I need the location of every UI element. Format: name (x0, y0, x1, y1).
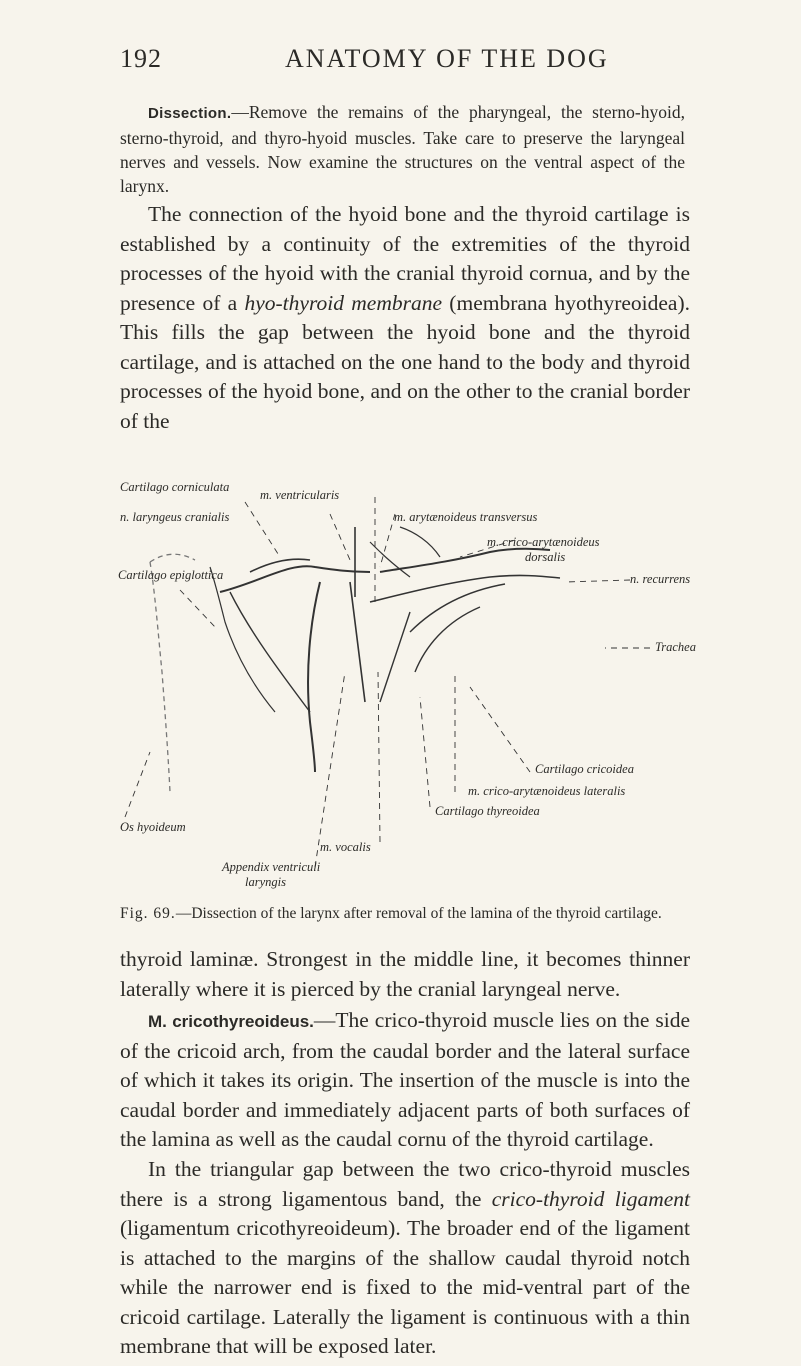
thyroid-outline-left (230, 592, 310, 712)
running-title: ANATOMY OF THE DOG (285, 44, 609, 73)
label-appendix-ventriculi-2: laryngis (245, 875, 286, 889)
crico-arytaenoideus-dorsalis (400, 527, 440, 557)
larynx-figure (110, 472, 710, 897)
ventricular-fold (210, 567, 275, 712)
dissection-paragraph (120, 100, 685, 198)
hyo-thyroid-paragraph (120, 200, 690, 436)
leader-thyreoidea (420, 697, 430, 807)
cricothyreoideus-paragraph (120, 1006, 690, 1155)
epiglottis-top (150, 554, 195, 562)
label-cartilago-epiglottica: Cartilago epiglottica (118, 568, 224, 582)
label-m-crico-arytaenoideus-lateralis: m. crico-arytænoideus lateralis (468, 784, 626, 798)
label-m-arytaenoideus-transversus: m. arytænoideus transversus (394, 510, 538, 524)
cricoid-ring-1 (410, 584, 505, 632)
page-header (0, 44, 801, 84)
leader-appendix (315, 672, 345, 867)
figure-caption (120, 905, 720, 923)
epiglottis-outline (150, 562, 170, 792)
cricothyreoideus-label: M. cricothyreoideus. (148, 1012, 314, 1031)
cricothyreoideus-text: —The crico-thyroid muscle lies on the side of the cricoid arch, from the caudal border and the lateral surface of which it takes its origin. The insertion of the muscle is into the caudal border and immediately adjacent parts of both surfaces of the lamina as well as the caudal cornu of the thyroid cartilage. (120, 1008, 690, 1151)
label-n-laryngeus-cranialis: n. laryngeus cranialis (120, 510, 230, 524)
leader-cricoidea (470, 687, 530, 772)
hyo-thyroid-term: hyo-thyroid membrane (244, 290, 443, 315)
label-appendix-ventriculi-1: Appendix ventriculi (222, 860, 321, 874)
label-cartilago-thyreoidea: Cartilago thyreoidea (435, 804, 540, 818)
dorsal-border (220, 566, 370, 592)
leader-recurrens (565, 580, 630, 582)
label-m-crico-arytaenoideus-dorsalis-1: m. crico-arytænoideus (487, 535, 600, 549)
vocal-fold (350, 582, 365, 702)
label-cartilago-corniculata: Cartilago corniculata (120, 480, 230, 494)
hyo-thyroid-text-b: (membrana hyothyreoidea). This fills the gap between the hyoid bone and the thyroid cartilage, and is attached on the one hand to the body and thyroid processes of the hyoid bone, and on the other to the cranial border of the (120, 290, 690, 433)
leader-hyoideum (125, 752, 150, 817)
leader-corniculata (245, 502, 280, 557)
label-m-ventricularis: m. ventricularis (260, 488, 340, 502)
dissection-label: Dissection. (148, 105, 232, 122)
ligament-term: crico-thyroid ligament (491, 1186, 690, 1211)
label-n-recurrens: n. recurrens (630, 572, 691, 586)
dissection-text: —Remove the remains of the pharyngeal, the sterno-hyoid, sterno-thyroid, and thyro-hyoid muscles. Take care to preserve the laryngeal nerves and vessels. Now examine the structures on the ventral aspect of the larynx. (120, 102, 685, 196)
caption-number: Fig. 69. (120, 905, 176, 922)
arytaenoideus-muscle (370, 542, 410, 577)
label-cartilago-cricoidea: Cartilago cricoidea (535, 762, 634, 776)
label-m-vocalis: m. vocalis (320, 840, 371, 854)
cricoid-arch (380, 612, 410, 702)
caption-text: —Dissection of the larynx after removal of the lamina of the thyroid cartilage. (175, 905, 662, 922)
hyo-thyroid-text-a: The connection of the hyoid bone and the thyroid cartilage is established by a continuity of the extremities of the thyroid processes of the hyoid with the cranial thyroid cornua, and by the presence of a (120, 202, 690, 315)
label-trachea: Trachea (655, 640, 696, 654)
leader-vocalis (378, 672, 380, 842)
thyroid-laminae-paragraph: thyroid laminæ. Strongest in the middle line, it becomes thinner laterally where it is pierced by the cranial laryngeal nerve. (120, 947, 690, 1001)
cricoid-ring-2 (415, 607, 480, 672)
trachea-lower-edge (370, 575, 560, 602)
arytenoid-edge (308, 582, 320, 772)
leader-epiglottica (180, 590, 215, 627)
leader-laryngeus (330, 514, 350, 560)
larynx-illustration (110, 472, 710, 897)
label-m-crico-arytaenoideus-dorsalis-2: dorsalis (525, 550, 566, 564)
ligament-text-b: (ligamentum cricothyreoideum). The broader end of the ligament is attached to the margins of the shallow caudal thyroid notch while the narrower end is fixed to the mid-ventral part of the cricoid cartilage. Laterally the ligament is continuous with a thin membrane that will be exposed later. (120, 1216, 690, 1358)
ligament-text-a: In the triangular gap between the two crico-thyroid muscles there is a strong ligamentous band, the (120, 1157, 690, 1211)
page-number: 192 (120, 44, 162, 73)
crico-thyroid-ligament-paragraph (120, 1155, 690, 1362)
label-os-hyoideum: Os hyoideum (120, 820, 186, 834)
